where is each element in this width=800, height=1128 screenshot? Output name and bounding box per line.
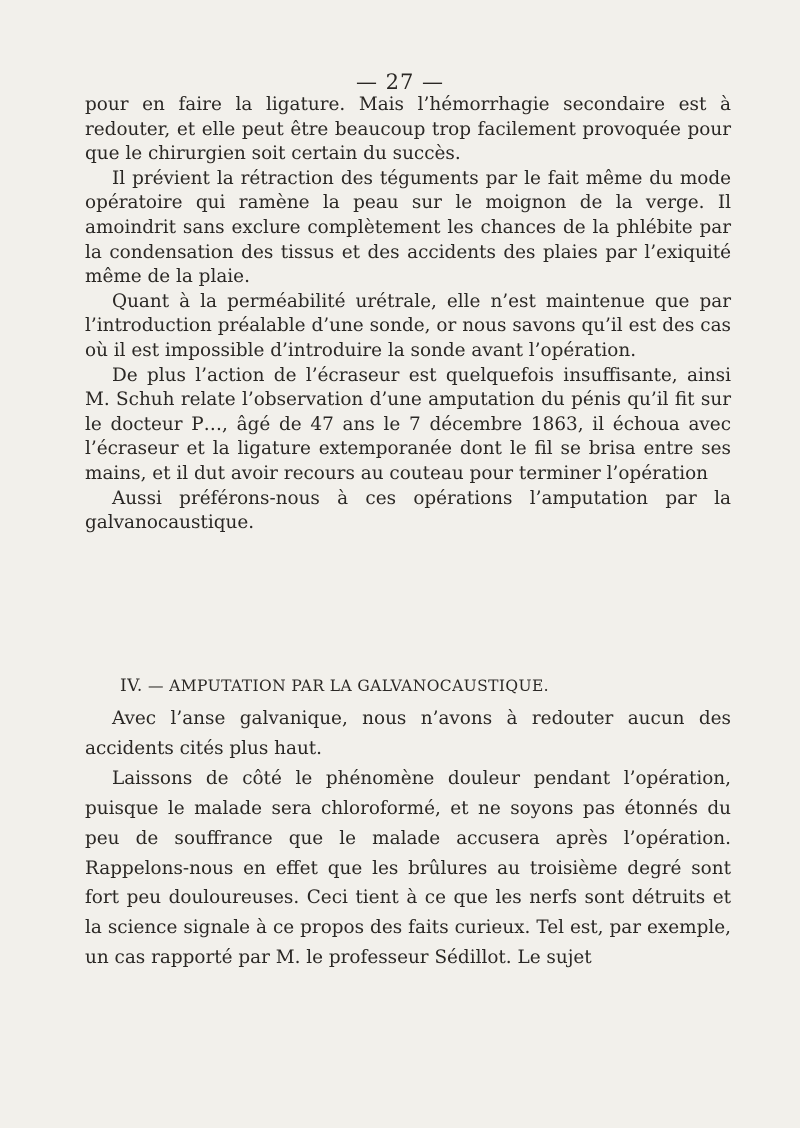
section-numeral: IV.: [120, 676, 143, 696]
paragraph-7: Laissons de côté le phénomène douleur pendant l’opération, puisque le malade sera chloroformé, et ne soyons pas étonnés du peu de souffrance que le malade accusera après l’opération. Rappelons-nous en effet que les brûlures au troisième degré sont fort peu douloureuses. Ceci tient à ce que les nerfs sont détruits et la science signale à ce propos des faits curieux. Tel est, par exemple, un cas rapporté par M. le professeur Sédillot. Le sujet: [85, 767, 731, 969]
body-text-top: [85, 93, 731, 536]
paragraph-1: pour en faire la ligature. Mais l’hémorrhagie secondaire est à redouter, et elle peut être beaucoup trop facilement provoquée pour que le chirurgien soit certain du succès.: [85, 94, 731, 165]
paragraph-2: Il prévient la rétraction des téguments par le fait même du mode opératoire qui ramène la peau sur le moignon de la verge. Il amoindrit sans exclure complètement les chances de la phlébite par la condensation des tissus et des accidents des plaies par l’exiquité même de la plaie.: [85, 167, 731, 288]
paragraph-3: Quant à la perméabilité urétrale, elle n’est maintenue que par l’introduction préalable d’une sonde, or nous savons qu’il est des cas où il est impossible d’introduire la sonde avant l’opération.: [85, 290, 731, 361]
page-number: — 27 —: [355, 70, 445, 94]
body-text-bottom: [85, 704, 731, 973]
section-title: — AMPUTATION PAR LA GALVANOCAUSTIQUE.: [147, 677, 550, 695]
paragraph-5: Aussi préférons-nous à ces opérations l’amputation par la galvanocaustique.: [85, 487, 731, 534]
paragraph-6: Avec l’anse galvanique, nous n’avons à redouter aucun des accidents cités plus haut.: [85, 708, 731, 759]
paragraph-4: De plus l’action de l’écraseur est quelquefois insuffisante, ainsi M. Schuh relate l’observation d’une amputation du pénis qu’il fit sur le docteur P…, âgé de 47 ans le 7 décembre 1863, il échoua avec l’écraseur et la ligature extemporanée dont le fil se brisa entre ses mains, et il dut avoir recours au couteau pour terminer l’opération: [85, 364, 731, 484]
section-heading: [120, 676, 770, 696]
